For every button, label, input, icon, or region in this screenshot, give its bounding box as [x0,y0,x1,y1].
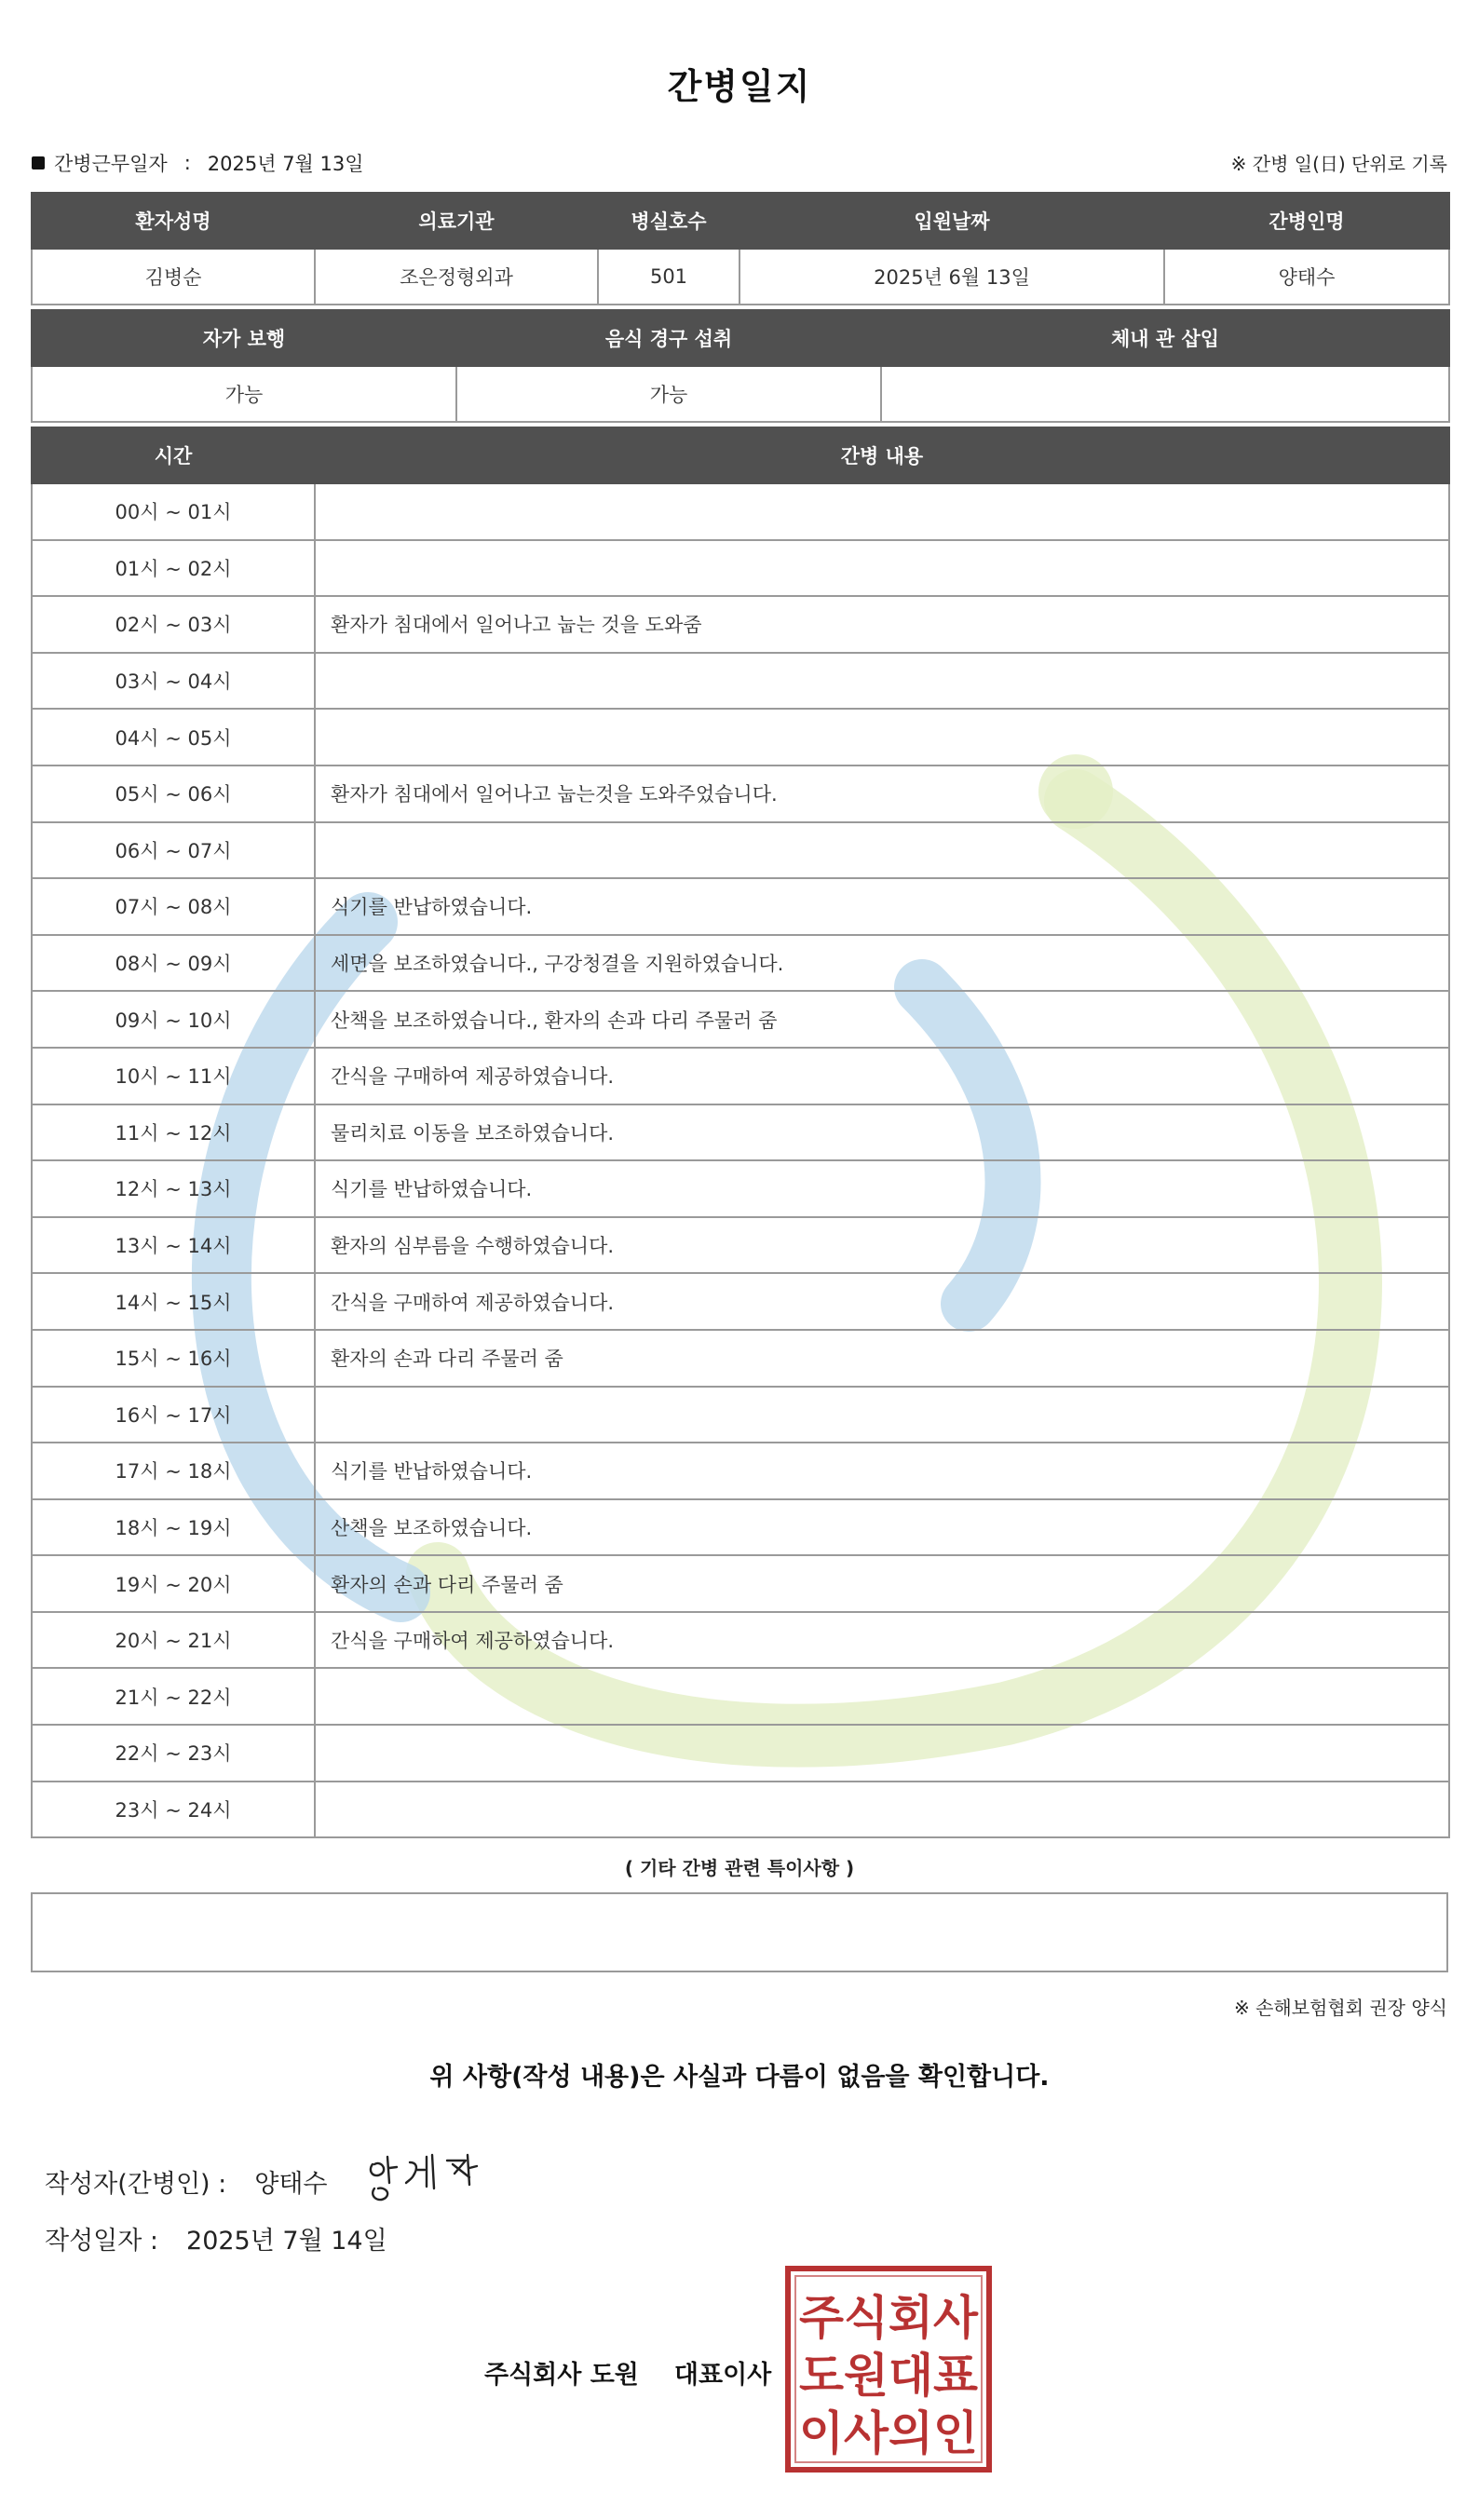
time-cell: 18시 ~ 19시 [32,1499,315,1556]
table-row [32,1048,1449,1104]
recommended-form-note: ※ 손해보험협회 권장 양식 [1233,1997,1447,2019]
table-row [32,765,1449,822]
table-row [32,878,1449,935]
patient-info-value-row [32,249,1449,305]
header-room-number: 병실호수 [598,193,740,249]
content-cell: 환자의 손과 다리 주물러 줌 [315,1330,1449,1387]
patient-name-value: 김병순 [32,249,315,305]
time-cell: 11시 ~ 12시 [32,1104,315,1161]
table-row [32,1217,1449,1274]
content-cell [315,1725,1449,1782]
time-cell: 10시 ~ 11시 [32,1048,315,1104]
table-row [32,1443,1449,1499]
header-caregiver-name: 간병인명 [1164,193,1449,249]
tube-insertion-value [881,366,1449,422]
header-oral-intake: 음식 경구 섭취 [456,310,881,366]
work-date-label: 간병근무일자 [54,153,168,175]
table-row [32,1555,1449,1612]
content-cell: 산책을 보조하였습니다. [315,1499,1449,1556]
time-cell: 08시 ~ 09시 [32,935,315,992]
table-row [32,935,1449,992]
written-date-label: 작성일자 : [45,2227,159,2256]
bullet-square-icon [32,156,45,169]
writer-label: 작성자(간병인) : [45,2169,227,2199]
admission-date-value: 2025년 6월 13일 [740,249,1164,305]
seal-line-1: 주식회사 [799,2291,979,2345]
table-row [32,1668,1449,1725]
content-cell: 환자의 심부름을 수행하였습니다. [315,1217,1449,1274]
content-cell [315,540,1449,597]
written-date-value: 2025년 7월 14일 [186,2227,387,2256]
time-cell: 04시 ~ 05시 [32,709,315,765]
content-cell: 식기를 반납하였습니다. [315,1443,1449,1499]
content-cell [315,822,1449,879]
time-cell: 06시 ~ 07시 [32,822,315,879]
writer-name: 양태수 [254,2169,328,2199]
content-cell [315,483,1449,540]
care-log-table [31,427,1450,1838]
table-row [32,709,1449,765]
content-cell: 간식을 구매하여 제공하였습니다. [315,1048,1449,1104]
table-row [32,822,1449,879]
writer-row [45,2151,495,2211]
header-patient-name: 환자성명 [32,193,315,249]
time-cell: 23시 ~ 24시 [32,1782,315,1838]
header-time: 시간 [32,427,315,483]
time-cell: 15시 ~ 16시 [32,1330,315,1387]
time-cell: 21시 ~ 22시 [32,1668,315,1725]
special-notes-label: ( 기타 간병 관련 특이사항 ) [624,1857,855,1879]
company-signature-line [484,2354,771,2391]
content-cell: 환자가 침대에서 일어나고 눕는 것을 도와줌 [315,596,1449,653]
time-cell: 02시 ~ 03시 [32,596,315,653]
hospital-value: 조은정형외과 [315,249,598,305]
header-admission-date: 입원날짜 [740,193,1164,249]
content-cell: 환자가 침대에서 일어나고 눕는것을 도와주었습니다. [315,765,1449,822]
oral-intake-value: 가능 [456,366,881,422]
table-row [32,653,1449,710]
patient-ability-table [31,309,1450,423]
table-row [32,991,1449,1048]
time-cell: 22시 ~ 23시 [32,1725,315,1782]
table-row [32,1612,1449,1669]
time-cell: 16시 ~ 17시 [32,1387,315,1443]
time-cell: 07시 ~ 08시 [32,878,315,935]
table-row [32,596,1449,653]
seal-line-2: 도원대표 [799,2349,979,2403]
caregiver-name-value: 양태수 [1164,249,1449,305]
content-cell [315,653,1449,710]
content-cell [315,1782,1449,1838]
table-row [32,1387,1449,1443]
time-cell: 19시 ~ 20시 [32,1555,315,1612]
content-cell: 세면을 보조하였습니다., 구강청결을 지원하였습니다. [315,935,1449,992]
ability-value-row [32,366,1449,422]
table-row [32,1782,1449,1838]
patient-info-header-row [32,193,1449,249]
time-cell: 14시 ~ 15시 [32,1273,315,1330]
company-name: 주식회사 도원 [484,2361,639,2390]
header-hospital: 의료기관 [315,193,598,249]
content-cell [315,709,1449,765]
time-cell: 03시 ~ 04시 [32,653,315,710]
table-row [32,540,1449,597]
table-row [32,1499,1449,1556]
work-date-row [32,149,1447,177]
table-row [32,1160,1449,1217]
time-cell: 17시 ~ 18시 [32,1443,315,1499]
table-row [32,1104,1449,1161]
time-cell: 00시 ~ 01시 [32,483,315,540]
header-care-content: 간병 내용 [315,427,1449,483]
content-cell: 물리치료 이동을 보조하였습니다. [315,1104,1449,1161]
self-walking-value: 가능 [32,366,456,422]
table-row [32,1725,1449,1782]
time-cell: 01시 ~ 02시 [32,540,315,597]
daily-record-note: ※ 간병 일(日) 단위로 기록 [1230,153,1447,175]
written-date-row [45,2220,387,2256]
company-seal-stamp [784,2265,993,2473]
work-date-value: 2025년 7월 13일 [207,153,364,175]
ability-header-row [32,310,1449,366]
content-cell: 식기를 반납하였습니다. [315,878,1449,935]
work-date-colon: : [183,152,191,174]
content-cell: 식기를 반납하였습니다. [315,1160,1449,1217]
time-cell: 20시 ~ 21시 [32,1612,315,1669]
content-cell [315,1668,1449,1725]
content-cell: 산책을 보조하였습니다., 환자의 손과 다리 주물러 줌 [315,991,1449,1048]
header-self-walking: 자가 보행 [32,310,456,366]
content-cell [315,1387,1449,1443]
company-title: 대표이사 [673,2361,772,2390]
special-notes-box [31,1892,1448,1972]
patient-info-table [31,192,1450,305]
content-cell: 간식을 구매하여 제공하였습니다. [315,1273,1449,1330]
time-cell: 13시 ~ 14시 [32,1217,315,1274]
table-row [32,483,1449,540]
table-row [32,1330,1449,1387]
seal-line-3: 이사의인 [799,2406,978,2460]
room-number-value: 501 [598,249,740,305]
header-tube-insertion: 체내 관 삽입 [881,310,1449,366]
time-cell: 09시 ~ 10시 [32,991,315,1048]
table-row [32,1273,1449,1330]
time-cell: 12시 ~ 13시 [32,1160,315,1217]
care-log-header-row [32,427,1449,483]
document-title: 간병일지 [667,66,812,107]
content-cell: 환자의 손과 다리 주물러 줌 [315,1555,1449,1612]
time-cell: 05시 ~ 06시 [32,765,315,822]
handwritten-signature [365,2151,495,2211]
content-cell: 간식을 구매하여 제공하였습니다. [315,1612,1449,1669]
confirmation-statement: 위 사항(작성 내용)은 사실과 다름이 없음을 확인합니다. [429,2063,1050,2092]
